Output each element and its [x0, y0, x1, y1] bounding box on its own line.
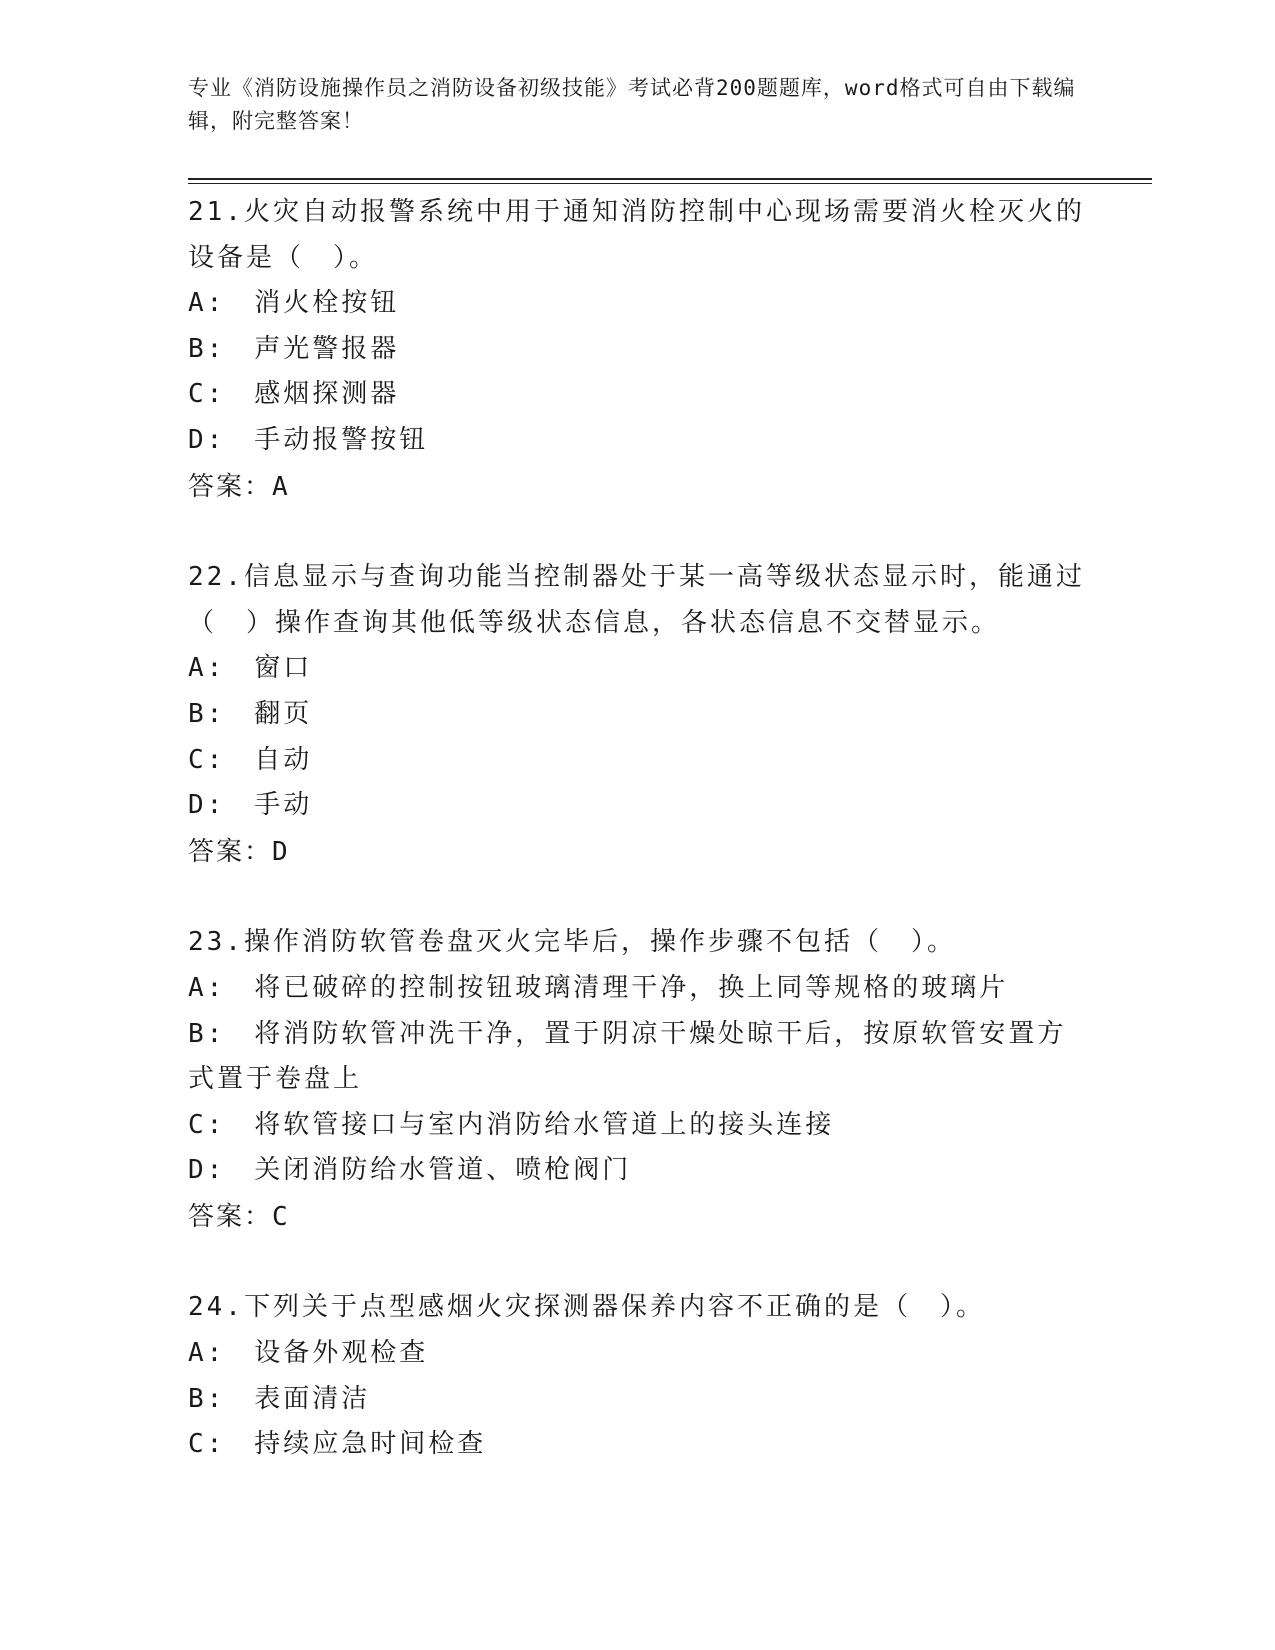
- question-24: [188, 1285, 1088, 1467]
- answer-label: 答案：: [188, 470, 273, 501]
- question-23: [188, 920, 1088, 1240]
- answer-line: [188, 1194, 1088, 1241]
- question-21: [188, 190, 1088, 510]
- option-a: A: 窗口: [188, 653, 313, 684]
- option-a: A: 设备外观检查: [188, 1338, 429, 1369]
- question-stem: 24.下列关于点型感烟火灾探测器保养内容不正确的是（ ）。: [188, 1292, 985, 1323]
- option-c: C: 将软管接口与室内消防给水管道上的接头连接: [188, 1109, 835, 1140]
- answer-value: D: [272, 836, 290, 867]
- option-b: B: 翻页: [188, 698, 313, 729]
- question-stem: 23.操作消防软管卷盘灭火完毕后，操作步骤不包括（ ）。: [188, 927, 956, 958]
- answer-line: [188, 829, 1088, 876]
- option-b: B: 声光警报器: [188, 333, 400, 364]
- option-d: D: 手动报警按钮: [188, 424, 429, 455]
- document-header: 专业《消防设施操作员之消防设备初级技能》考试必背200题题库，word格式可自由下载编辑，附完整答案！: [188, 76, 1076, 133]
- option-a: A: 将已破碎的控制按钮玻璃清理干净，换上同等规格的玻璃片: [188, 972, 1009, 1003]
- question-stem: 22.信息显示与查询功能当控制器处于某一高等级状态显示时，能通过（ ）操作查询其他低等级状态信息，各状态信息不交替显示。: [188, 562, 1085, 638]
- option-b: B: 将消防软管冲洗干净，置于阴凉干燥处晾干后，按原软管安置方式置于卷盘上: [188, 1018, 1067, 1095]
- answer-value: A: [272, 471, 290, 502]
- option-d: D: 手动: [188, 790, 313, 821]
- answer-line: [188, 464, 1088, 511]
- option-a: A: 消火栓按钮: [188, 288, 400, 319]
- option-c: C: 持续应急时间检查: [188, 1429, 487, 1460]
- option-d: D: 关闭消防给水管道、喷枪阀门: [188, 1155, 632, 1186]
- option-c: C: 感烟探测器: [188, 379, 400, 410]
- header-divider-thin: [188, 183, 1152, 184]
- question-22: [188, 555, 1088, 875]
- option-c: C: 自动: [188, 744, 313, 775]
- header-divider-thick: [188, 178, 1152, 180]
- answer-value: C: [272, 1201, 290, 1232]
- answer-label: 答案：: [188, 1200, 273, 1231]
- answer-label: 答案：: [188, 835, 273, 866]
- option-b: B: 表面清洁: [188, 1383, 371, 1414]
- question-stem: 21.火灾自动报警系统中用于通知消防控制中心现场需要消火栓灭火的设备是（ ）。: [188, 197, 1085, 273]
- question-list: [188, 190, 1088, 1513]
